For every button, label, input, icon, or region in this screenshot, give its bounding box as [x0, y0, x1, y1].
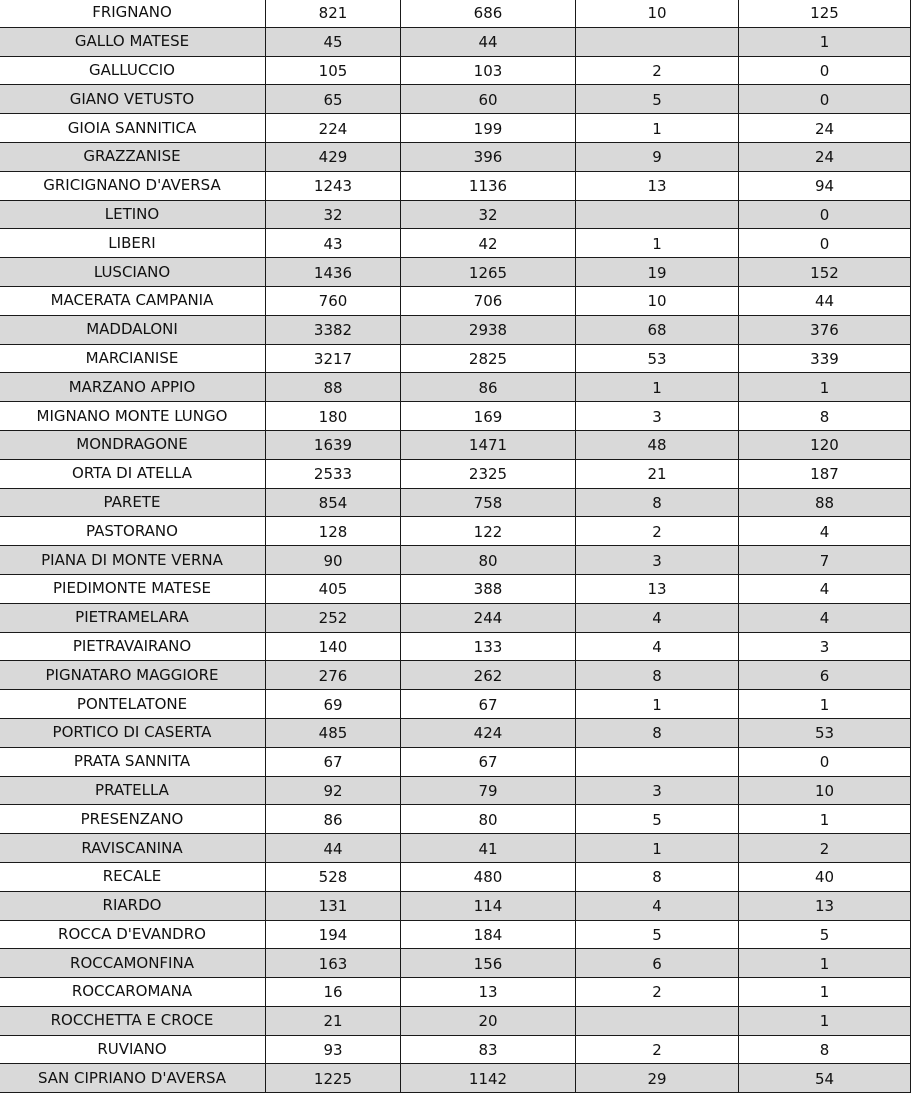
value-cell-4: 13: [739, 891, 911, 920]
value-cell-1: 821: [266, 0, 401, 27]
value-cell-1: 2533: [266, 459, 401, 488]
value-cell-4: 187: [739, 459, 911, 488]
value-cell-3: 8: [576, 718, 739, 747]
value-cell-4: 24: [739, 114, 911, 143]
municipality-cell: PRATELLA: [0, 776, 266, 805]
value-cell-1: 180: [266, 402, 401, 431]
value-cell-1: 405: [266, 574, 401, 603]
municipality-cell: RECALE: [0, 862, 266, 891]
value-cell-2: 262: [401, 661, 576, 690]
value-cell-1: 69: [266, 690, 401, 719]
value-cell-2: 1471: [401, 430, 576, 459]
value-cell-3: [576, 200, 739, 229]
table-row: [0, 1035, 911, 1064]
value-cell-2: 388: [401, 574, 576, 603]
value-cell-2: 86: [401, 373, 576, 402]
value-cell-3: 3: [576, 776, 739, 805]
municipality-cell: ROCCAROMANA: [0, 978, 266, 1007]
value-cell-2: 199: [401, 114, 576, 143]
value-cell-1: 163: [266, 949, 401, 978]
value-cell-1: 44: [266, 834, 401, 863]
municipality-cell: RUVIANO: [0, 1035, 266, 1064]
value-cell-1: 88: [266, 373, 401, 402]
value-cell-2: 80: [401, 805, 576, 834]
value-cell-1: 140: [266, 632, 401, 661]
value-cell-4: 8: [739, 402, 911, 431]
value-cell-1: 45: [266, 27, 401, 56]
table-row: [0, 56, 911, 85]
municipality-cell: MACERATA CAMPANIA: [0, 286, 266, 315]
value-cell-3: 13: [576, 574, 739, 603]
value-cell-3: [576, 747, 739, 776]
municipality-cell: GRICIGNANO D'AVERSA: [0, 171, 266, 200]
table-row: [0, 805, 911, 834]
value-cell-4: 0: [739, 229, 911, 258]
table-row: [0, 632, 911, 661]
table-row: [0, 546, 911, 575]
table-row: [0, 862, 911, 891]
value-cell-2: 103: [401, 56, 576, 85]
value-cell-4: 7: [739, 546, 911, 575]
table-row: [0, 834, 911, 863]
value-cell-3: 5: [576, 805, 739, 834]
value-cell-2: 169: [401, 402, 576, 431]
municipality-cell: PASTORANO: [0, 517, 266, 546]
value-cell-3: 6: [576, 949, 739, 978]
value-cell-4: 24: [739, 142, 911, 171]
municipality-cell: PORTICO DI CASERTA: [0, 718, 266, 747]
table-row: [0, 747, 911, 776]
value-cell-4: 6: [739, 661, 911, 690]
value-cell-4: 339: [739, 344, 911, 373]
municipality-cell: PONTELATONE: [0, 690, 266, 719]
value-cell-2: 1142: [401, 1064, 576, 1093]
value-cell-4: 53: [739, 718, 911, 747]
value-cell-1: 276: [266, 661, 401, 690]
value-cell-3: 1: [576, 114, 739, 143]
municipality-cell: ORTA DI ATELLA: [0, 459, 266, 488]
value-cell-3: 1: [576, 834, 739, 863]
value-cell-4: 1: [739, 373, 911, 402]
value-cell-2: 122: [401, 517, 576, 546]
value-cell-3: 2: [576, 1035, 739, 1064]
value-cell-3: 13: [576, 171, 739, 200]
value-cell-4: 152: [739, 258, 911, 287]
value-cell-2: 60: [401, 85, 576, 114]
value-cell-4: 4: [739, 517, 911, 546]
value-cell-4: 0: [739, 747, 911, 776]
value-cell-2: 67: [401, 690, 576, 719]
value-cell-2: 396: [401, 142, 576, 171]
table-row: [0, 258, 911, 287]
table-row: [0, 949, 911, 978]
value-cell-3: 48: [576, 430, 739, 459]
value-cell-1: 194: [266, 920, 401, 949]
value-cell-1: 86: [266, 805, 401, 834]
table-row: [0, 690, 911, 719]
municipality-cell: RIARDO: [0, 891, 266, 920]
table-row: [0, 114, 911, 143]
value-cell-3: 9: [576, 142, 739, 171]
table-row: [0, 430, 911, 459]
table-row: [0, 171, 911, 200]
table-row: [0, 344, 911, 373]
value-cell-2: 67: [401, 747, 576, 776]
table-row: [0, 27, 911, 56]
value-cell-3: 4: [576, 603, 739, 632]
municipality-cell: FRIGNANO: [0, 0, 266, 27]
value-cell-1: 131: [266, 891, 401, 920]
value-cell-2: 32: [401, 200, 576, 229]
value-cell-1: 16: [266, 978, 401, 1007]
value-cell-1: 3217: [266, 344, 401, 373]
municipality-cell: PRATA SANNITA: [0, 747, 266, 776]
table-row: [0, 200, 911, 229]
value-cell-4: 1: [739, 690, 911, 719]
value-cell-3: 5: [576, 920, 739, 949]
value-cell-2: 480: [401, 862, 576, 891]
value-cell-3: 53: [576, 344, 739, 373]
value-cell-1: 224: [266, 114, 401, 143]
value-cell-2: 80: [401, 546, 576, 575]
table-row: [0, 661, 911, 690]
value-cell-3: 68: [576, 315, 739, 344]
table-row: [0, 776, 911, 805]
value-cell-1: 3382: [266, 315, 401, 344]
municipality-cell: GRAZZANISE: [0, 142, 266, 171]
value-cell-3: 19: [576, 258, 739, 287]
municipality-cell: MIGNANO MONTE LUNGO: [0, 402, 266, 431]
value-cell-4: 8: [739, 1035, 911, 1064]
table-row: [0, 1064, 911, 1093]
value-cell-1: 67: [266, 747, 401, 776]
municipality-cell: ROCCA D'EVANDRO: [0, 920, 266, 949]
value-cell-3: 2: [576, 517, 739, 546]
municipality-cell: PIANA DI MONTE VERNA: [0, 546, 266, 575]
value-cell-3: 1: [576, 229, 739, 258]
value-cell-1: 528: [266, 862, 401, 891]
value-cell-3: 8: [576, 661, 739, 690]
municipality-cell: RAVISCANINA: [0, 834, 266, 863]
municipality-cell: PRESENZANO: [0, 805, 266, 834]
municipality-cell: MADDALONI: [0, 315, 266, 344]
value-cell-4: 1: [739, 805, 911, 834]
value-cell-1: 43: [266, 229, 401, 258]
table-row: [0, 891, 911, 920]
value-cell-2: 1265: [401, 258, 576, 287]
value-cell-4: 1: [739, 27, 911, 56]
municipality-cell: PIETRAVAIRANO: [0, 632, 266, 661]
municipality-cell: MONDRAGONE: [0, 430, 266, 459]
municipality-cell: PIEDIMONTE MATESE: [0, 574, 266, 603]
municipality-cell: MARZANO APPIO: [0, 373, 266, 402]
value-cell-2: 79: [401, 776, 576, 805]
value-cell-1: 65: [266, 85, 401, 114]
table-row: [0, 229, 911, 258]
table-row: [0, 373, 911, 402]
value-cell-4: 10: [739, 776, 911, 805]
municipality-cell: PIGNATARO MAGGIORE: [0, 661, 266, 690]
value-cell-4: 4: [739, 574, 911, 603]
value-cell-3: 29: [576, 1064, 739, 1093]
value-cell-3: [576, 27, 739, 56]
municipality-cell: LUSCIANO: [0, 258, 266, 287]
table-row: [0, 85, 911, 114]
value-cell-2: 2825: [401, 344, 576, 373]
value-cell-1: 1243: [266, 171, 401, 200]
value-cell-4: 0: [739, 85, 911, 114]
value-cell-2: 2325: [401, 459, 576, 488]
table-row: [0, 402, 911, 431]
value-cell-1: 429: [266, 142, 401, 171]
value-cell-1: 854: [266, 488, 401, 517]
value-cell-4: 1: [739, 978, 911, 1007]
value-cell-2: 424: [401, 718, 576, 747]
table-row: [0, 1006, 911, 1035]
value-cell-3: 4: [576, 632, 739, 661]
municipality-cell: GIANO VETUSTO: [0, 85, 266, 114]
value-cell-4: 376: [739, 315, 911, 344]
table-row: [0, 286, 911, 315]
table-row: [0, 574, 911, 603]
value-cell-4: 94: [739, 171, 911, 200]
value-cell-1: 90: [266, 546, 401, 575]
value-cell-1: 1639: [266, 430, 401, 459]
value-cell-4: 1: [739, 1006, 911, 1035]
table-row: [0, 718, 911, 747]
value-cell-3: 2: [576, 56, 739, 85]
value-cell-2: 1136: [401, 171, 576, 200]
value-cell-1: 128: [266, 517, 401, 546]
value-cell-1: 92: [266, 776, 401, 805]
municipality-cell: LIBERI: [0, 229, 266, 258]
value-cell-4: 120: [739, 430, 911, 459]
municipality-cell: GALLUCCIO: [0, 56, 266, 85]
value-cell-3: 3: [576, 546, 739, 575]
table-row: [0, 142, 911, 171]
value-cell-4: 3: [739, 632, 911, 661]
table-row: [0, 920, 911, 949]
value-cell-3: 8: [576, 862, 739, 891]
value-cell-3: 10: [576, 0, 739, 27]
value-cell-2: 83: [401, 1035, 576, 1064]
value-cell-2: 706: [401, 286, 576, 315]
municipality-cell: GALLO MATESE: [0, 27, 266, 56]
value-cell-2: 184: [401, 920, 576, 949]
municipality-cell: PARETE: [0, 488, 266, 517]
value-cell-2: 20: [401, 1006, 576, 1035]
table-row: [0, 315, 911, 344]
value-cell-1: 21: [266, 1006, 401, 1035]
value-cell-4: 4: [739, 603, 911, 632]
table-row: [0, 978, 911, 1007]
municipality-cell: PIETRAMELARA: [0, 603, 266, 632]
value-cell-2: 686: [401, 0, 576, 27]
municipality-cell: SAN CIPRIANO D'AVERSA: [0, 1064, 266, 1093]
value-cell-4: 0: [739, 200, 911, 229]
value-cell-2: 133: [401, 632, 576, 661]
value-cell-3: 10: [576, 286, 739, 315]
table-row: [0, 488, 911, 517]
value-cell-2: 758: [401, 488, 576, 517]
value-cell-2: 41: [401, 834, 576, 863]
value-cell-3: 3: [576, 402, 739, 431]
value-cell-3: 5: [576, 85, 739, 114]
value-cell-3: 1: [576, 373, 739, 402]
value-cell-3: 8: [576, 488, 739, 517]
value-cell-4: 1: [739, 949, 911, 978]
value-cell-3: 4: [576, 891, 739, 920]
value-cell-2: 244: [401, 603, 576, 632]
municipality-cell: MARCIANISE: [0, 344, 266, 373]
municipality-cell: ROCCHETTA E CROCE: [0, 1006, 266, 1035]
table-row: [0, 0, 911, 27]
value-cell-1: 760: [266, 286, 401, 315]
table-row: [0, 603, 911, 632]
value-cell-4: 5: [739, 920, 911, 949]
table-row: [0, 459, 911, 488]
table-row: [0, 517, 911, 546]
value-cell-3: [576, 1006, 739, 1035]
municipality-cell: LETINO: [0, 200, 266, 229]
value-cell-1: 252: [266, 603, 401, 632]
value-cell-2: 2938: [401, 315, 576, 344]
value-cell-4: 0: [739, 56, 911, 85]
value-cell-1: 93: [266, 1035, 401, 1064]
value-cell-3: 1: [576, 690, 739, 719]
value-cell-3: 21: [576, 459, 739, 488]
value-cell-1: 1436: [266, 258, 401, 287]
value-cell-1: 485: [266, 718, 401, 747]
value-cell-2: 42: [401, 229, 576, 258]
value-cell-4: 125: [739, 0, 911, 27]
value-cell-4: 40: [739, 862, 911, 891]
municipality-cell: GIOIA SANNITICA: [0, 114, 266, 143]
value-cell-2: 156: [401, 949, 576, 978]
value-cell-1: 105: [266, 56, 401, 85]
value-cell-2: 114: [401, 891, 576, 920]
municipality-cell: ROCCAMONFINA: [0, 949, 266, 978]
value-cell-2: 13: [401, 978, 576, 1007]
value-cell-1: 32: [266, 200, 401, 229]
value-cell-4: 2: [739, 834, 911, 863]
value-cell-4: 44: [739, 286, 911, 315]
value-cell-3: 2: [576, 978, 739, 1007]
value-cell-1: 1225: [266, 1064, 401, 1093]
value-cell-4: 54: [739, 1064, 911, 1093]
value-cell-4: 88: [739, 488, 911, 517]
value-cell-2: 44: [401, 27, 576, 56]
